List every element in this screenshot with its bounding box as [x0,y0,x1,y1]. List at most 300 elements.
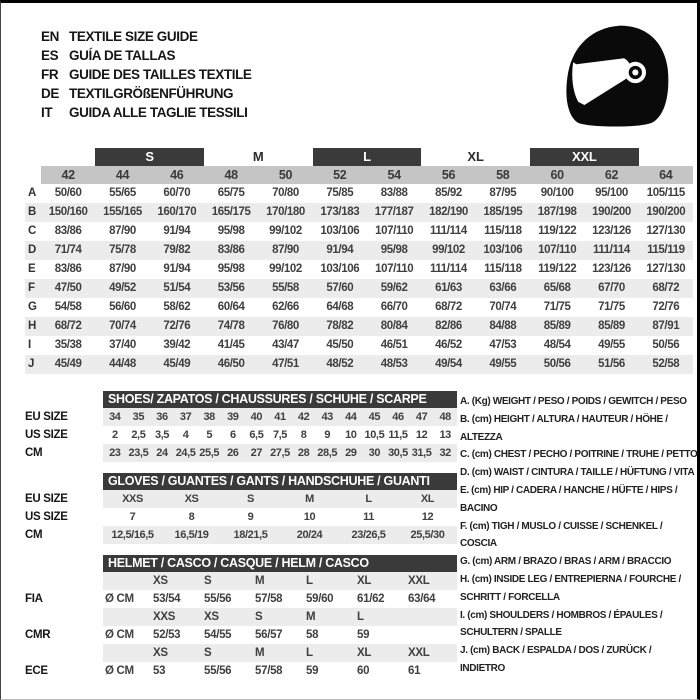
size-value: 72/76 [652,301,680,313]
size-value: 7,5 [272,429,288,441]
size-value: XS [202,608,253,626]
size-value: 155/165 [103,206,142,218]
legend-item: J. (cm) BACK / ESPALDA / DOS / ZURÜCK / INDIETRO [460,645,652,674]
measurement-letter: I [28,339,32,351]
size-number-row [25,166,693,184]
size-value: 55/56 [204,593,232,605]
size-value: 27 [245,444,269,462]
size-value: 30 [363,444,387,462]
size-value: 103/106 [320,225,360,237]
size-value: 25,5/30 [398,526,457,544]
size-value: 51/56 [598,358,625,370]
size-value: 9 [324,429,331,441]
size-value: 99/102 [269,263,302,275]
helmet-table-row [25,662,457,680]
row-label: EU SIZE [25,411,68,423]
measurement-letter: A [28,187,37,199]
size-value: 87/90 [272,244,299,256]
size-value: 76/80 [272,320,299,332]
size-table-body [25,184,693,374]
size-value: 8 [188,511,195,523]
size-value: 41 [268,408,292,426]
helmet-table-row [25,644,457,662]
size-value: 52/58 [652,358,680,370]
size-value: 37 [174,408,198,426]
size-value: 50/60 [54,187,82,199]
size-value: 20/24 [280,526,339,544]
size-value: 47/51 [272,358,299,370]
size-value: 72/76 [163,320,191,332]
size-value: 95/98 [380,244,408,256]
size-value: 95/100 [595,187,628,199]
row-label [25,644,103,662]
helmet-table-row [25,572,457,590]
size-value: 119/122 [538,225,577,237]
measurement-letter: F [28,282,36,294]
size-value: 87/90 [109,263,136,275]
size-value: 55/65 [109,187,136,199]
size-value: 29 [339,444,363,462]
size-value: L [304,644,355,662]
size-value: 2,5 [131,429,146,441]
size-value: 13 [439,429,451,441]
gloves-table-title: GLOVES / GUANTES / GANTS / HANDSCHUHE / GUANTI [103,473,457,490]
size-value: XXL [406,572,457,590]
sub-table-row [25,426,457,444]
size-value: 36 [150,408,174,426]
size-value: 60/70 [163,187,191,199]
size-value: 5 [206,429,213,441]
size-value: 48/53 [380,358,408,370]
size-value: 80/84 [380,320,408,332]
legend-item: C. (cm) CHEST / PECHO / POITRINE / TRUHE / PETTO [460,449,698,461]
size-value: 48 [433,408,457,426]
size-number: 46 [150,166,204,184]
size-value: 10 [303,511,316,523]
size-value: 111/114 [430,225,467,237]
textile-size-table [25,148,693,374]
size-value: 39/42 [163,339,191,351]
size-value: 61/62 [357,593,385,605]
guide-title-en: TEXTILE SIZE GUIDE [69,29,198,44]
size-value: 46/50 [217,358,245,370]
size-value: XS [151,644,202,662]
size-value: 91/94 [163,263,191,275]
size-value: 7 [129,511,136,523]
size-value: 47/50 [54,282,82,294]
language-code: IT [41,105,53,120]
size-value: 49/52 [109,282,136,294]
size-value: 38 [197,408,221,426]
size-value: 185/195 [483,206,523,218]
language-row [41,46,252,65]
size-value: XL [355,572,406,590]
size-value: 30,5 [386,444,410,462]
size-table-row [25,184,693,203]
size-value: 51/54 [163,282,191,294]
size-number: 48 [204,166,258,184]
size-value: 150/160 [48,206,88,218]
sub-table-row [25,444,457,462]
size-value: 4 [182,429,189,441]
size-value: XS [162,490,221,508]
size-value: 46/52 [435,339,462,351]
size-value: 103/106 [483,244,523,256]
size-table-row [25,241,693,260]
size-group-l: L [313,148,422,166]
size-number: 58 [476,166,530,184]
size-value: M [253,644,304,662]
size-value: 43 [315,408,339,426]
size-value: 70/74 [489,301,517,313]
measurement-letter: H [28,320,37,332]
diameter-unit [103,644,151,662]
size-value: 53 [153,665,166,677]
size-value: 47/53 [489,339,517,351]
size-value: 107/110 [375,225,414,237]
size-value: 103/106 [320,263,360,275]
size-value: 95/98 [217,225,245,237]
racing-helmet-icon [561,21,673,129]
size-value: 2 [111,429,118,441]
size-value: 40 [245,408,269,426]
size-value: 10 [345,429,357,441]
row-label: CM [25,447,43,459]
row-label [25,572,103,590]
size-value: 46/51 [380,339,408,351]
size-value: 63/66 [489,282,517,294]
size-group-xl: XL [467,149,484,164]
size-value: 115/118 [484,225,522,237]
size-value: 11 [363,511,374,523]
size-value: 56/57 [255,629,283,641]
helmet-table-row [25,590,457,608]
size-value: 37/40 [109,339,136,351]
size-value: 9 [247,511,254,523]
size-value: 54/55 [204,629,232,641]
size-value: 115/119 [647,244,685,256]
size-value: 57/58 [255,593,283,605]
size-value: 52/53 [153,629,181,641]
size-value: 74/78 [217,320,245,332]
size-value: 70/74 [109,320,136,332]
size-value: 58/62 [163,301,191,313]
size-value: 119/122 [538,263,577,275]
size-value: 3,5 [154,429,170,441]
size-value: 79/82 [163,244,191,256]
helmet-table-row [25,626,457,644]
size-value: 165/175 [211,206,251,218]
size-number: 42 [41,166,95,184]
size-value: 99/102 [269,225,302,237]
size-value: 32 [433,444,457,462]
size-value: 26 [221,444,245,462]
size-number: 50 [258,166,312,184]
size-value: XXL [406,644,457,662]
row-label: CMR [25,629,51,641]
size-value: 111/114 [593,244,630,256]
size-value: 127/130 [646,263,686,275]
size-value: 75/85 [326,187,354,199]
size-value: 107/110 [375,263,414,275]
size-number: 64 [639,166,693,184]
size-value: 70/80 [272,187,299,199]
size-value: XL [398,490,457,508]
size-value: 87/91 [652,320,680,332]
size-value: 68/72 [54,320,82,332]
size-value: 55/58 [272,282,299,294]
size-value: 71/75 [598,301,625,313]
gloves-table-body [25,490,457,544]
size-number: 60 [530,166,584,184]
size-value [406,608,457,626]
language-title-list [41,27,252,122]
size-value: 85/89 [598,320,625,332]
size-value: XS [151,572,202,590]
language-code: DE [41,86,59,101]
size-group-s: S [95,148,204,166]
size-value: S [202,644,253,662]
size-value: 57/58 [255,665,283,677]
size-value: 53/56 [217,282,245,294]
size-value: 6 [229,429,236,441]
size-value: 83/86 [54,263,82,275]
size-value: 39 [221,408,245,426]
size-value: 67/70 [598,282,625,294]
size-value: 65/68 [543,282,571,294]
size-value: 173/183 [320,206,360,218]
size-value: 107/110 [538,244,577,256]
helmet-table-title: HELMET / CASCO / CASQUE / HELM / CASCO [103,555,457,572]
size-value: 24 [150,444,174,462]
size-value: 68/72 [435,301,462,313]
diameter-unit: Ø CM [105,629,134,641]
sub-table-row [25,526,457,544]
size-value: 190/200 [646,206,686,218]
size-value: 24,5 [174,444,198,462]
row-label: CM [25,529,43,541]
size-value: XL [355,644,406,662]
size-value: 59 [306,665,319,677]
size-value: XXS [103,490,162,508]
size-group-xxl: XXL [530,148,639,166]
size-value: 45/50 [326,339,354,351]
measurement-letter: G [28,301,37,313]
size-value: 12 [415,429,428,441]
shoes-table-title: SHOES/ ZAPATOS / CHAUSSURES / SCHUHE / SCARPE [103,391,457,408]
guide-title-fr: GUIDE DES TAILLES TEXTILE [69,67,252,82]
size-value: 71/75 [543,301,571,313]
size-value: 83/86 [54,225,82,237]
size-value: 160/170 [157,206,197,218]
size-value: 85/89 [543,320,571,332]
sub-table-row [25,508,457,526]
row-label: EU SIZE [25,493,68,505]
size-value: 64/68 [326,301,354,313]
size-value: 50/56 [652,339,680,351]
size-value: 31,5 [410,444,434,462]
size-value: 87/95 [489,187,517,199]
diameter-unit: Ø CM [105,665,134,677]
measurement-letter: C [28,225,37,237]
legend-item: D. (cm) WAIST / CINTURA / TAILLE / HÜFTUNG / VITA [460,467,695,479]
letter-column-spacer [25,166,41,184]
shoes-table-body [25,408,457,462]
row-label: FIA [25,593,43,605]
size-value: M [280,490,339,508]
size-number: 54 [367,166,421,184]
size-value: 48/54 [543,339,571,351]
size-value: 82/86 [435,320,462,332]
size-number: 56 [421,166,475,184]
row-label: ECE [25,665,48,677]
size-value: 45/49 [54,358,82,370]
size-value: M [253,572,304,590]
size-value: 182/190 [429,206,468,218]
size-value: 8 [300,429,307,441]
size-value: 170/180 [266,206,305,218]
size-value: 55/56 [204,665,232,677]
size-value: 190/200 [592,206,631,218]
size-group-m: M [252,149,264,164]
size-value: 10,5 [364,429,385,441]
size-value: 95/98 [217,263,245,275]
gloves-table [25,473,457,544]
size-table-row [25,355,693,374]
row-label: US SIZE [25,511,68,523]
size-value: 59 [357,629,370,641]
size-value: S [202,572,253,590]
size-value: 50/56 [543,358,571,370]
guide-title-de: TEXTILGRÖßENFÜHRUNG [69,86,234,101]
size-value: 28 [292,444,316,462]
legend-item: B. (cm) HEIGHT / ALTURA / HAUTEUR / HÖHE / ALTEZZA [460,413,668,443]
legend-item: H. (cm) INSIDE LEG / ENTREPIERNA / FOURCHE / SCHRITT / FORCELLA [460,573,681,603]
size-value: 111/114 [430,263,467,275]
guide-title-es: GUÍA DE TALLAS [69,48,176,63]
size-value: 48/52 [326,358,354,370]
language-row [41,103,252,122]
size-value: 46 [386,408,410,426]
size-value: 60 [357,665,370,677]
size-value: 127/130 [646,225,686,237]
size-value: 43/47 [272,339,299,351]
size-value: 115/118 [484,263,522,275]
size-value: 45 [363,408,387,426]
size-value: 6,5 [249,429,264,441]
size-value: 68/72 [652,282,680,294]
size-value: 78/82 [326,320,354,332]
size-value: 41/45 [217,339,245,351]
shoes-table [25,391,457,462]
size-value: 53/54 [153,593,181,605]
size-value: L [355,608,406,626]
size-value: 61/63 [435,282,462,294]
row-label [25,608,103,626]
size-group-header-row [25,148,693,166]
size-value: 83/86 [217,244,245,256]
size-value: S [221,490,280,508]
size-value: 34 [103,408,127,426]
size-value: 56/60 [109,301,136,313]
legend-item: A. (Kg) WEIGHT / PESO / POIDS / GEWITCH / PESO [460,396,687,407]
size-value: 177/187 [374,206,414,218]
size-value: 65/75 [217,187,245,199]
size-number: 62 [584,166,638,184]
measurement-legend [460,393,698,678]
language-row [41,27,252,46]
sub-table-row [25,408,457,426]
size-value: 44/48 [109,358,136,370]
size-value: 91/94 [326,244,354,256]
size-value: 105/115 [646,187,685,199]
size-value: 47 [410,408,434,426]
size-value: 83/88 [380,187,408,199]
sub-table-row [25,490,457,508]
size-value [406,626,457,644]
size-value: 60/64 [217,301,245,313]
legend-item: G. (cm) ARM / BRAZO / BRAS / ARM / BRACCIO [460,556,672,568]
size-value: 49/55 [598,339,625,351]
size-value: 187/198 [537,206,577,218]
size-value: 35 [127,408,151,426]
size-value: 49/54 [435,358,462,370]
helmet-table-body [25,572,457,680]
size-value: 91/94 [163,225,191,237]
accessory-tables [25,391,457,680]
helmet-table [25,555,457,680]
size-value: 90/100 [540,187,574,199]
size-value: S [253,608,304,626]
language-row [41,84,252,103]
helmet-table-row [25,608,457,626]
size-value: 123/126 [592,263,631,275]
size-value: 25,5 [197,444,221,462]
size-value: 84/88 [489,320,517,332]
size-table-row [25,203,693,222]
size-value: 44 [339,408,363,426]
language-code: EN [41,29,59,44]
language-code: FR [41,67,59,82]
size-value: 123/126 [592,225,631,237]
size-number: 44 [95,166,149,184]
language-row [41,65,252,84]
size-value: 87/90 [109,225,136,237]
size-value: L [304,572,355,590]
size-value: 61 [408,665,421,677]
size-value: 71/74 [54,244,82,256]
size-value: 35/38 [54,339,82,351]
legend-item: E. (cm) HIP / CADERA / HANCHE / HÜFTE / HIPS / BACINO [460,484,678,514]
size-value: 66/70 [380,301,408,313]
size-value: 75/78 [109,244,136,256]
size-table-row [25,317,693,336]
size-value: 63/64 [408,593,436,605]
size-value: 62/66 [272,301,299,313]
measurement-letter: D [28,244,37,256]
size-value: XXS [151,608,202,626]
size-value: 59/60 [306,593,334,605]
diameter-unit: Ø CM [105,593,134,605]
diameter-unit [103,572,151,590]
size-table-row [25,336,693,355]
size-number: 52 [313,166,367,184]
row-label: US SIZE [25,429,68,441]
legend-item: F. (cm) TIGH / MUSLO / CUISSE / SCHENKEL / COSCIA [460,520,663,550]
size-value: 12,5/16,5 [103,526,162,544]
measurement-letter: E [28,263,36,275]
size-value: M [304,608,355,626]
